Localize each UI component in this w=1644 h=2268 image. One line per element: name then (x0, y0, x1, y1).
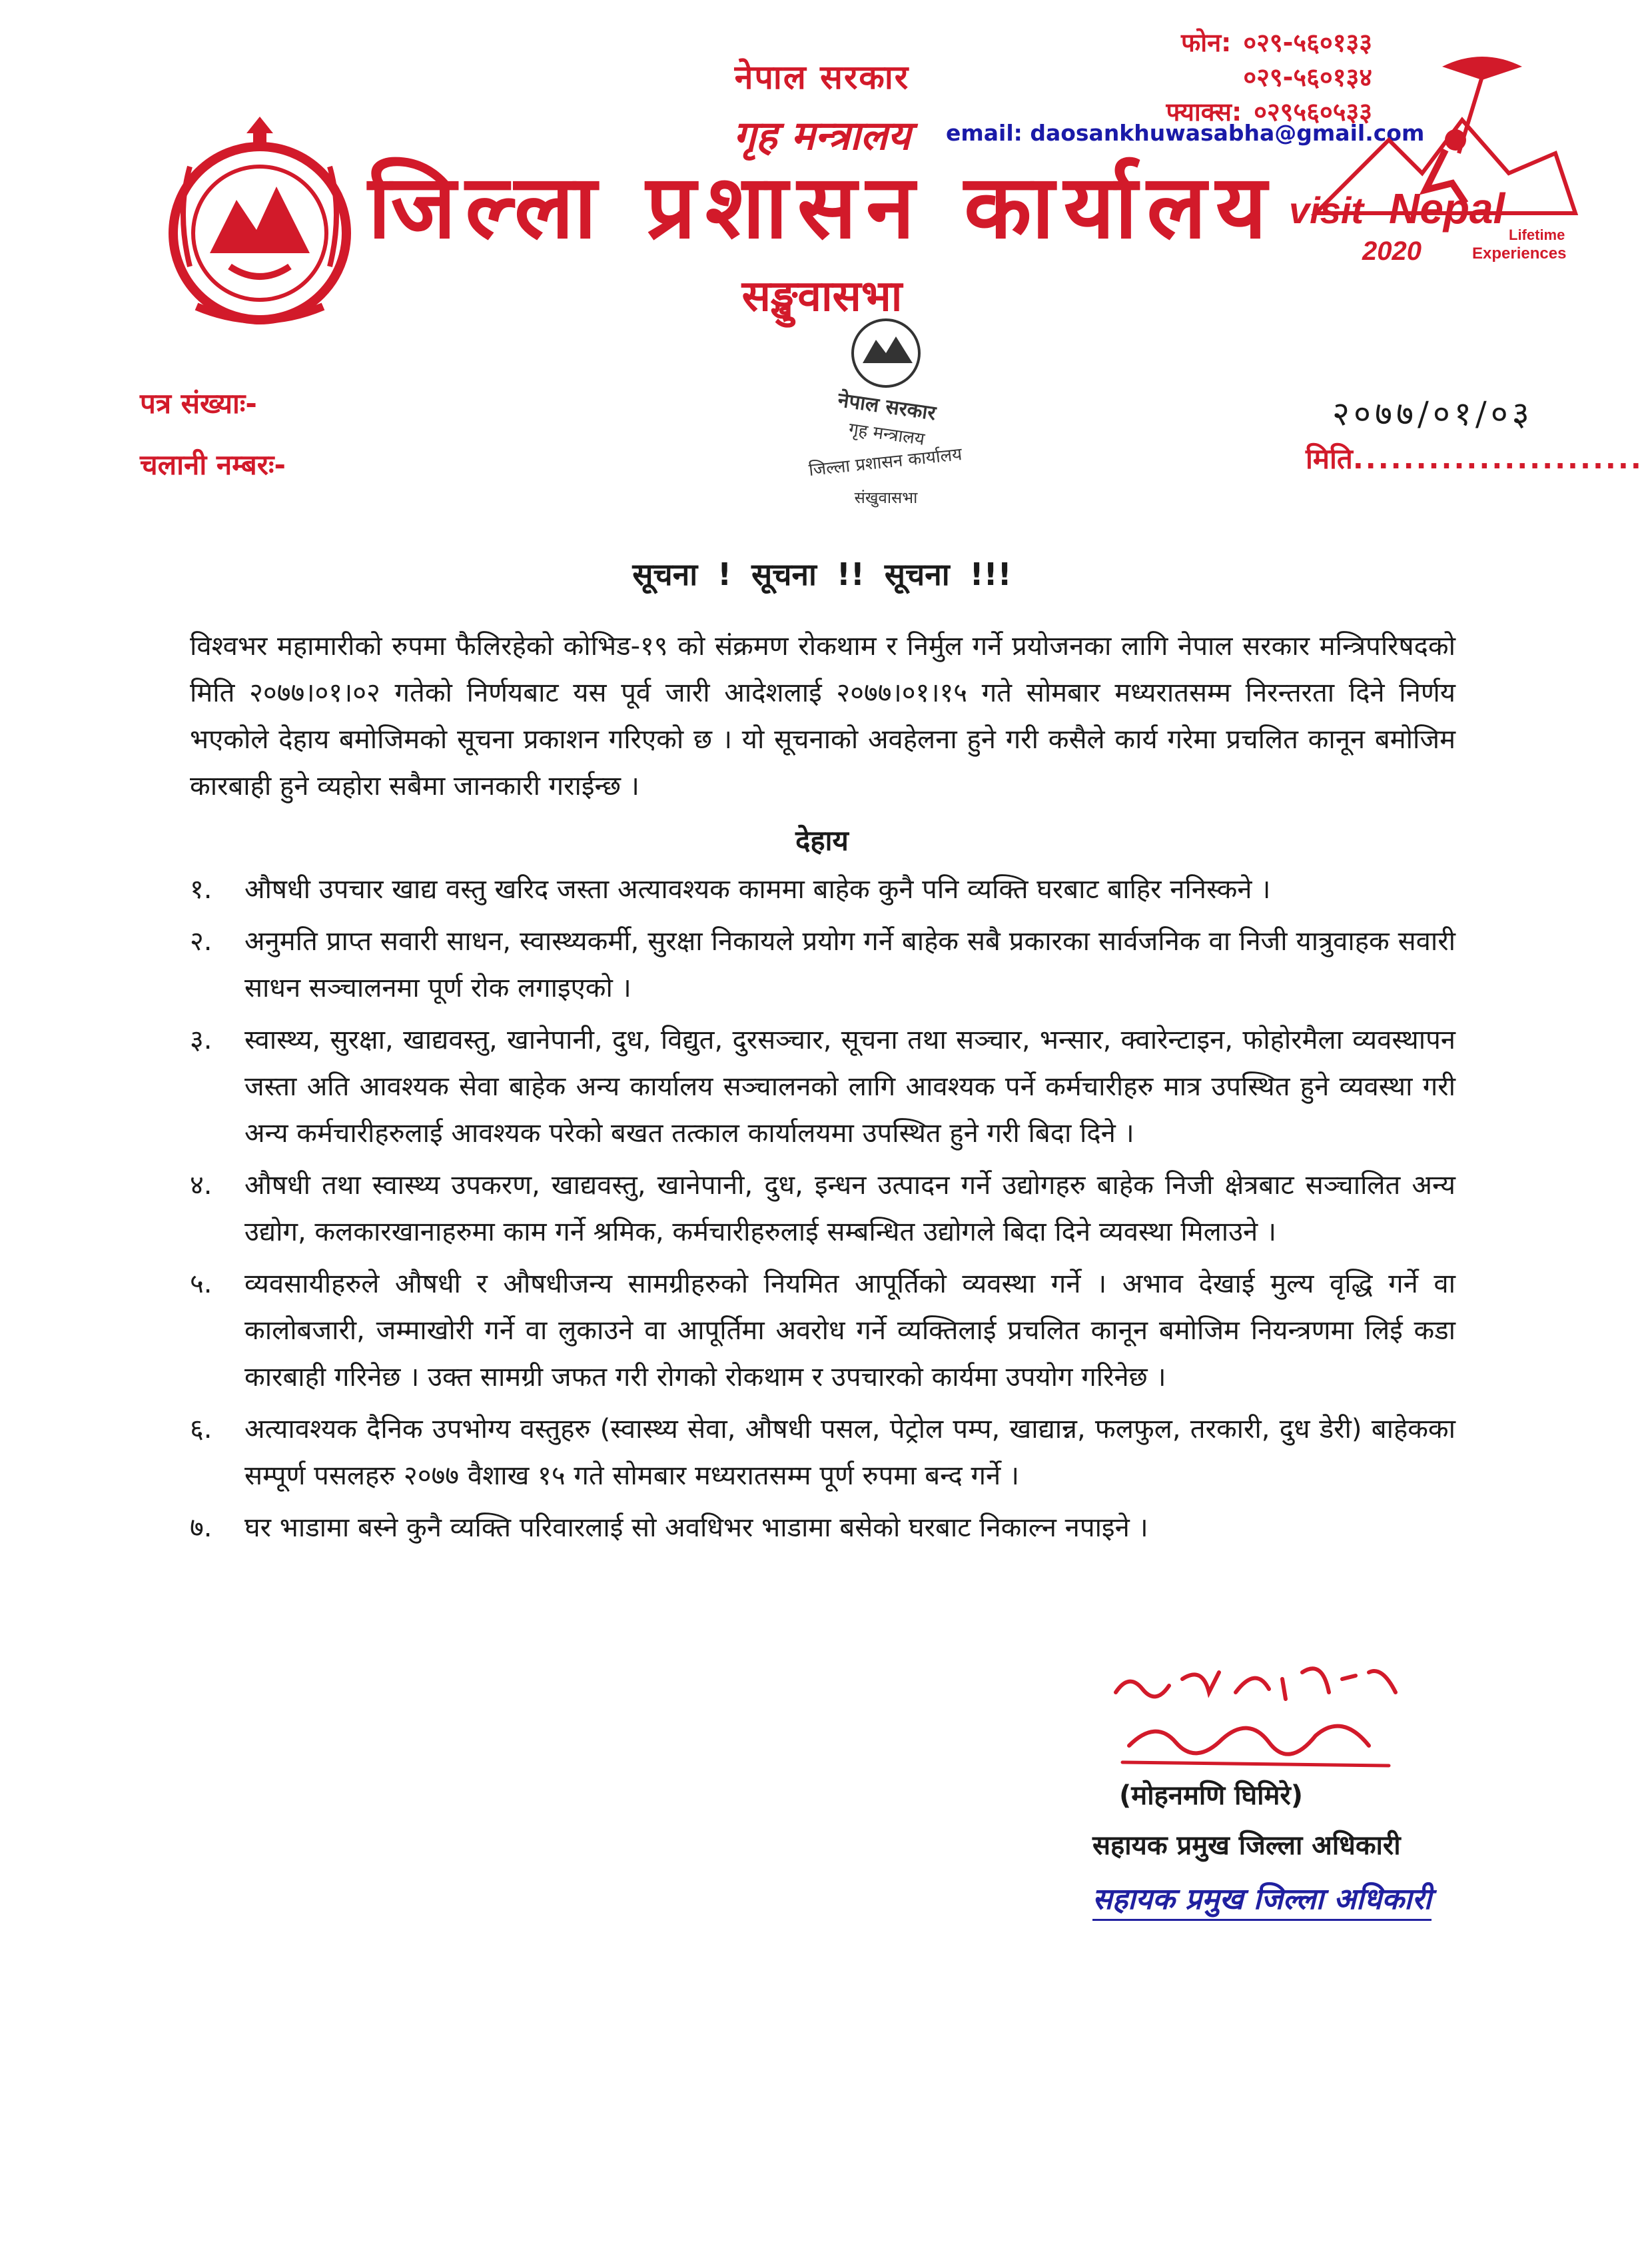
list-item (190, 866, 1455, 913)
tagline-experiences: Experiences (1472, 245, 1567, 263)
letter-number-label: पत्र संख्याः- (140, 387, 257, 420)
handwritten-signature (1102, 1652, 1409, 1779)
reference-labels (140, 373, 286, 496)
date-label-row (1306, 439, 1643, 477)
list-item (190, 1406, 1455, 1499)
list-item (190, 918, 1455, 1011)
year-text: 2020 (1362, 237, 1422, 266)
nepal-text: Nepal (1389, 185, 1505, 233)
designation-stamp-text: सहायक प्रमुख जिल्ला अधिकारी (1092, 1882, 1432, 1921)
item-number: ५. (190, 1269, 212, 1299)
list-item (190, 1261, 1455, 1401)
date-label: मिति (1306, 442, 1353, 475)
item-number: १. (190, 874, 212, 905)
date-dots: ....................... (1352, 442, 1643, 475)
date-block (1306, 390, 1643, 477)
item-number: २. (190, 926, 212, 957)
tagline-lifetime: Lifetime (1509, 227, 1565, 243)
visit-text: visit (1289, 189, 1364, 231)
dispatch-number-label: चलानी नम्बरः- (140, 448, 286, 481)
ministry-name: गृह मन्त्रालय (733, 113, 911, 159)
item-text: स्वास्थ्य, सुरक्षा, खाद्यवस्तु, खानेपानी, दुध, विद्युत, दुरसञ्चार, सूचना तथा सञ्चार, भन्सार, क्वारेन्टाइन, फोहोरमैला व्यवस्थापन जस्ता अति आवश्यक सेवा बाहेक अन्य कार्यालय सञ्चालनको लागि आवश्यक पर्ने कर्मचारीहरु मात्र उपस्थित हुने व्यवस्था गरी अन्य कर्मचारीहरुलाई आवश्यक परेको बखत तत्काल कार्यालयमा उपस्थित हुने गरी बिदा दिने । (244, 1025, 1455, 1149)
stamp-line-3: जिल्ला प्रशासन कार्यालय (807, 444, 963, 481)
office-seal-stamp (786, 313, 986, 520)
list-item (190, 1504, 1455, 1551)
notice-intro: विश्वभर महामारीको रुपमा फैलिरहेको कोभिड-१९ को संक्रमण रोकथाम र निर्मुल गर्ने प्रयोजनका लागि नेपाल सरकार मन्त्रिपरिषदको मिति २०७७।०१।०२ गतेको निर्णयबाट यस पूर्व जारी आदेशलाई २०७७।०१।१५ गते सोमबार मध्यरातसम्म निरन्तरता दिने निर्णय भएकोले देहाय बमोजिमको सूचना प्रकाशन गरिएको छ । यो सूचनाको अवहेलना हुने गरी कसैले कार्य गरेमा प्रचलित कानून बमोजिम कारबाही हुने व्यहोरा सबैमा जानकारी गराईन्छ । (190, 631, 1455, 802)
list-item (190, 1162, 1455, 1255)
phone-number-1: ०२९-५६०१३३ (1243, 28, 1372, 57)
item-text: घर भाडामा बस्ने कुनै व्यक्ति परिवारलाई सो अवधिभर भाडामा बसेको घरबाट निकाल्न नपाइने । (244, 1512, 1148, 1543)
stamp-line-1: नेपाल सरकार (836, 388, 937, 426)
item-number: ३. (190, 1025, 212, 1055)
date-value: २०७७/०१/०३ (1332, 394, 1533, 433)
designation-stamp (1092, 1878, 1432, 1918)
list-item (190, 1017, 1455, 1157)
fax-number: ०२९५६०५३३ (1254, 97, 1372, 127)
signatory-name: (मोहनमणि घिमिरे) (1119, 1780, 1304, 1811)
item-number: ४. (190, 1170, 212, 1201)
stamp-line-4: संखुवासभा (854, 488, 918, 507)
signatory-title: सहायक प्रमुख जिल्ला अधिकारी (1092, 1830, 1401, 1861)
government-name: नेपाल सरकार (734, 58, 910, 97)
item-text: व्यवसायीहरुले औषधी र औषधीजन्य सामग्रीहरुको नियमित आपूर्तिको व्यवस्था गर्ने । अभाव देखाई मुल्य वृद्धि गर्ने वा कालोबजारी, जम्माखोरी गर्ने वा लुकाउने वा आपूर्तिमा अवरोध गर्ने व्यक्तिलाई प्रचलित कानून बमोजिम नियन्त्रणमा लिई कडा कारबाही गरिनेछ । उक्त सामग्री जफत गरी रोगको रोकथाम र उपचारको कार्यमा उपयोग गरिनेछ । (244, 1269, 1455, 1393)
visit-nepal-2020-logo (1289, 40, 1582, 280)
email-address: email: daosankhuwasabha@gmail.com (946, 120, 1425, 146)
item-text: औषधी तथा स्वास्थ्य उपकरण, खाद्यवस्तु, खानेपानी, दुध, इन्धन उत्पादन गर्ने उद्योगहरु बाहेक निजी क्षेत्रबाट सञ्चालित अन्य उद्योग, कलकारखानाहरुमा काम गर्ने श्रमिक, कर्मचारीहरुलाई सम्बन्धित उद्योगले बिदा दिने व्यवस्था मिलाउने । (244, 1170, 1455, 1247)
item-text: अनुमति प्राप्त सवारी साधन, स्वास्थ्यकर्मी, सुरक्षा निकायले प्रयोग गर्ने बाहेक सबै प्रकारका सार्वजनिक वा निजी यात्रुवाहक सवारी साधन सञ्चालनमा पूर्ण रोक लगाइएको । (244, 926, 1455, 1003)
fax-label: फ्याक्स: (1166, 97, 1242, 127)
item-number: ७. (190, 1512, 212, 1543)
office-name: जिल्ला प्रशासन कार्यालय (368, 156, 1276, 259)
district-name: सङ्खुवासभा (741, 272, 903, 321)
item-text: औषधी उपचार खाद्य वस्तु खरिद जस्ता अत्यावश्यक काममा बाहेक कुनै पनि व्यक्ति घरबाट बाहिर ननिस्कने । (244, 874, 1271, 905)
phone-label: फोन: (1180, 28, 1232, 57)
item-text: अत्यावश्यक दैनिक उपभोग्य वस्तुहरु (स्वास्थ्य सेवा, औषधी पसल, पेट्रोल पम्प, खाद्यान्न, फलफुल, तरकारी, दुध डेरी) बाहेकका सम्पूर्ण पसलहरु २०७७ वैशाख १५ गते सोमबार मध्यरातसम्म पूर्ण रुपमा बन्द गर्ने । (244, 1414, 1455, 1491)
notice-title: सूचना ! सूचना !! सूचना !!! (632, 556, 1012, 592)
stamp-line-2: गृह मन्त्रालय (847, 419, 926, 450)
item-number: ६. (190, 1414, 212, 1444)
phone-number-2: ०२९-५६०१३४ (1243, 63, 1372, 92)
notice-subheading: देहाय (795, 824, 849, 857)
notice-items-list (190, 866, 1455, 1556)
